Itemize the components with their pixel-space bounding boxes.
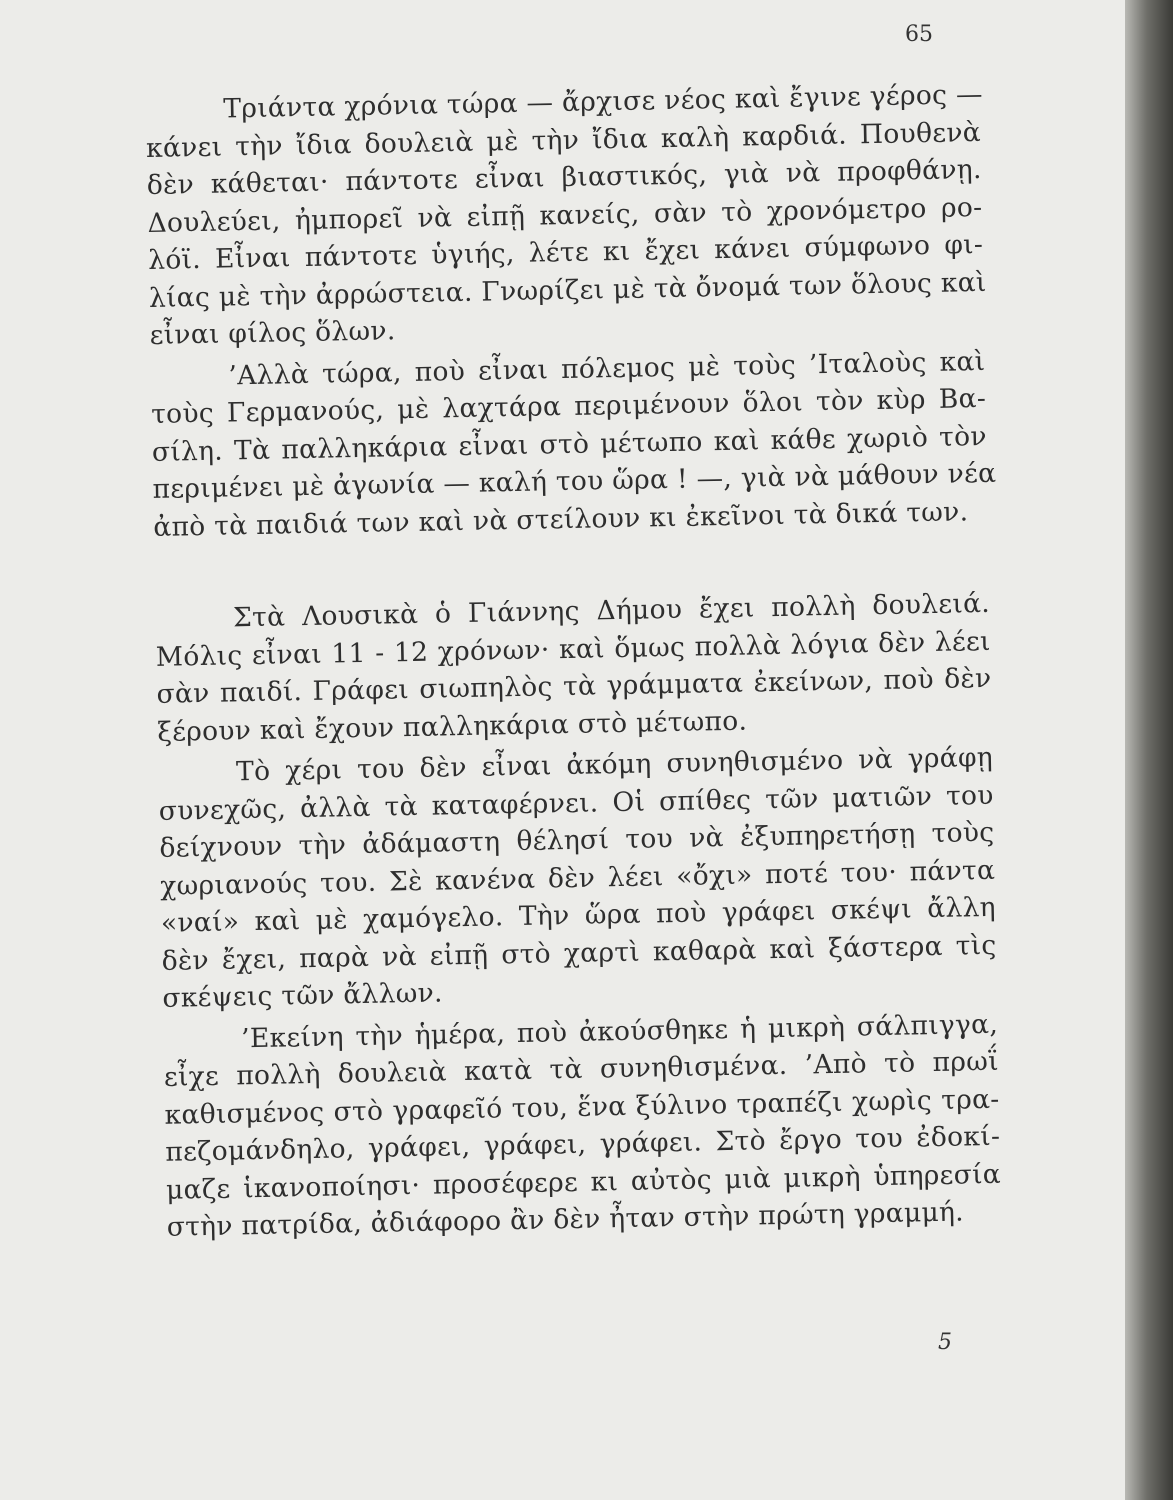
text-line: περιμένει μὲ ἀγωνία — καλή του ὥρα ! —, γιὰ νὰ μάθουν νέα <box>152 457 997 505</box>
text-line: λίας μὲ τὴν ἀρρώστεια. Γνωρίζει μὲ τὰ ὄνομά των ὅλους καὶ <box>148 266 987 314</box>
text-line: Στὰ Λουσικὰ ὁ Γιάννης Δήμου ἔχει πολλὴ δουλειά. <box>232 587 991 634</box>
text-line: ξέρουν καὶ ἔχουν παλληκάρια στὸ μέτωπο. <box>156 705 748 748</box>
body-text <box>145 76 1002 1246</box>
text-line: Μόλις εἶναι 11 - 12 χρόνων· καὶ ὅμως πολλὰ λόγια δὲν λέει <box>155 625 991 673</box>
text-line: κάνει τὴν ἴδια δουλειὰ μὲ τὴν ἴδια καλὴ καρδιά. Πουθενὰ <box>145 116 982 164</box>
paragraph-2 <box>150 342 997 545</box>
paragraph-5 <box>163 1005 1002 1246</box>
text-line: δείχνουν τὴν ἀδάμαστη θέλησί του νὰ ἐξυπηρετήσῃ τοὺς <box>159 816 995 864</box>
text-line: ἀπὸ τὰ παιδιά των καὶ νὰ στείλουν κι ἐκεῖνοι τὰ δικά των. <box>153 495 969 543</box>
text-line: εἶναι φίλος ὅλων. <box>149 315 396 351</box>
text-line: σκέψεις τῶν ἄλλων. <box>162 977 444 1014</box>
text-line: σίλη. Τὰ παλληκάρια εἶναι στὸ μέτωπο καὶ κάθε χωριὸ τὸν <box>151 420 988 468</box>
paragraph-4 <box>158 739 998 1017</box>
text-line: ’Εκείνη τὴν ἡμέρα, ποὺ ἀκούσθηκε ἡ μικρὴ σάλπιγγα, <box>240 1008 999 1054</box>
text-line: δὲν κάθεται· πάντοτε εἶναι βιαστικός, γιὰ νὰ προφθάνῃ. <box>146 153 982 201</box>
text-line: ’Αλλὰ τώρα, ποὺ εἶναι πόλεμος μὲ τοὺς ’Ιταλοὺς καὶ <box>228 345 986 391</box>
book-binding-edge <box>1125 0 1173 1500</box>
text-line: μαζε ἱκανοποίησι· προσέφερε κι αὐτὸς μιὰ μικρὴ ὑπηρεσία <box>165 1158 1002 1206</box>
text-line: στὴν πατρίδα, ἀδιάφορο ἂν δὲν ἦταν στὴν πρώτη γραμμή. <box>166 1196 965 1243</box>
text-line: Τὸ χέρι του δὲν εἶναι ἀκόμη συνηθισμένο νὰ γράφῃ <box>235 741 994 788</box>
text-line: δὲν ἔχει, παρὰ νὰ εἰπῇ στὸ χαρτὶ καθαρὰ καὶ ξάστερα τὶς <box>161 929 997 977</box>
text-line: χωριανούς του. Σὲ κανένα δὲν λέει «ὄχι» ποτέ του· πάντα <box>159 854 996 902</box>
paragraph-1 <box>145 76 985 354</box>
page-number: 65 <box>905 22 933 47</box>
text-line: καθισμένος στὸ γραφεῖό του, ἕνα ξύλινο τραπέζι χωρὶς τρα- <box>164 1083 1000 1131</box>
text-line: τοὺς Γερμανούς, μὲ λαχτάρα περιμένουν ὅλοι τὸν κὺρ Βα- <box>150 382 987 430</box>
text-line: εἶχε πολλὴ δουλειὰ κατὰ τὰ συνηθισμένα. ’Απὸ τὸ πρωΐ <box>163 1045 1000 1093</box>
text-line: «ναί» καὶ μὲ χαμόγελο. Τὴν ὥρα ποὺ γράφει σκέψι ἄλλη <box>160 891 997 939</box>
text-line: συνεχῶς, ἀλλὰ τὰ καταφέρνει. Οἱ σπίθες τῶν ματιῶν του <box>158 779 994 827</box>
text-line: Τριάντα χρόνια τώρα — ἄρχισε νέος καὶ ἔγινε γέρος — <box>223 78 983 125</box>
text-line: πεζομάνδηλο, γράφει, γράφει, γράφει. Στὸ ἔργο του ἐδοκί- <box>165 1120 1001 1168</box>
paragraph-3 <box>155 585 993 751</box>
text-line: Δουλεύει, ἠμπορεῖ νὰ εἰπῇ κανείς, σὰν τὸ χρονόμετρο ρο- <box>147 191 983 239</box>
signature-mark: 5 <box>938 1330 952 1355</box>
text-line: λόϊ. Εἶναι πάντοτε ὑγιής, λέτε κι ἔχει κάνει σύμφωνο φι- <box>147 228 984 276</box>
text-line: σὰν παιδί. Γράφει σιωπηλὸς τὰ γράμματα ἐκείνων, ποὺ δὲν <box>156 662 992 710</box>
